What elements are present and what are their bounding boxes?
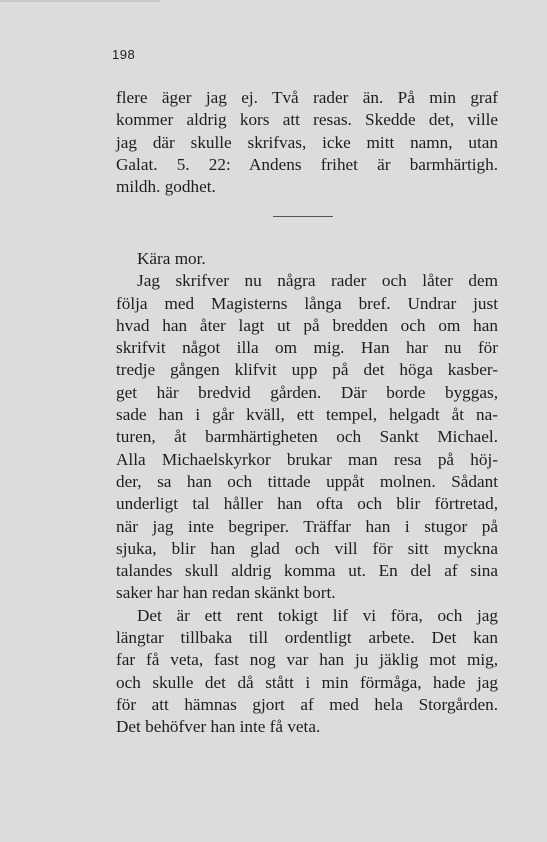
text-line: der, sa han och tittade uppåt molnen. Sådant bbox=[116, 471, 498, 491]
text-line: längtar tillbaka till ordentligt arbete. Det kan bbox=[116, 628, 498, 648]
text-line: Alla Michaelskyrkor brukar man resa på höj- bbox=[116, 449, 498, 469]
text-line: far få veta, fast nog var han ju jäklig mot mig, bbox=[116, 650, 498, 670]
text-line: när jag inte begriper. Träffar han i stugor på bbox=[116, 516, 498, 536]
letter-text-block bbox=[116, 248, 498, 739]
text-line: turen, åt barmhärtigheten och Sankt Michael. bbox=[116, 427, 498, 447]
salutation: Kära mor. bbox=[137, 249, 206, 268]
text-line: underligt tal håller han ofta och blir förtretad, bbox=[116, 494, 498, 514]
text-line: kommer aldrig kors att resas. Skedde det, ville bbox=[116, 110, 498, 130]
text-line: Det behöfver han inte få veta. bbox=[116, 717, 321, 737]
continued-text-block bbox=[116, 87, 498, 198]
text-line: för att hämnas gjort af med hela Storgården. bbox=[116, 694, 498, 714]
text-line: följa med Magisterns långa bref. Undrar just bbox=[116, 293, 498, 313]
text-line: sade han i går kväll, ett tempel, helgadt åt na- bbox=[116, 405, 498, 425]
text-line: saker har han redan skänkt bort. bbox=[116, 583, 336, 603]
text-line: Jag skrifver nu några rader och låter dem bbox=[137, 271, 498, 291]
text-line: Det är ett rent tokigt lif vi föra, och jag bbox=[137, 605, 498, 625]
text-line: get här bredvid gården. Där borde byggas, bbox=[116, 382, 498, 402]
text-line: och skulle det då stått i min förmåga, hade jag bbox=[116, 672, 498, 692]
text-line: talandes skull aldrig komma ut. En del af sina bbox=[116, 561, 498, 581]
page-number: 198 bbox=[112, 47, 136, 62]
text-line: mildh. godhet. bbox=[116, 177, 216, 197]
text-line: tredje gången klifvit upp på det höga kasber- bbox=[116, 360, 498, 380]
text-line: flere äger jag ej. Två rader än. På min graf bbox=[116, 88, 498, 107]
section-separator bbox=[273, 216, 333, 217]
text-line: sjuka, blir han glad och vill för sitt myckna bbox=[116, 538, 498, 558]
text-line: hvad han åter lagt ut på bredden och om han bbox=[116, 315, 498, 335]
text-line: Galat. 5. 22: Andens frihet är barmhärtigh. bbox=[116, 154, 498, 174]
text-line: jag där skulle skrifvas, icke mitt namn, utan bbox=[116, 132, 498, 152]
text-line: skrifvit något illa om mig. Han har nu för bbox=[116, 338, 498, 358]
top-edge-rule bbox=[0, 0, 160, 2]
